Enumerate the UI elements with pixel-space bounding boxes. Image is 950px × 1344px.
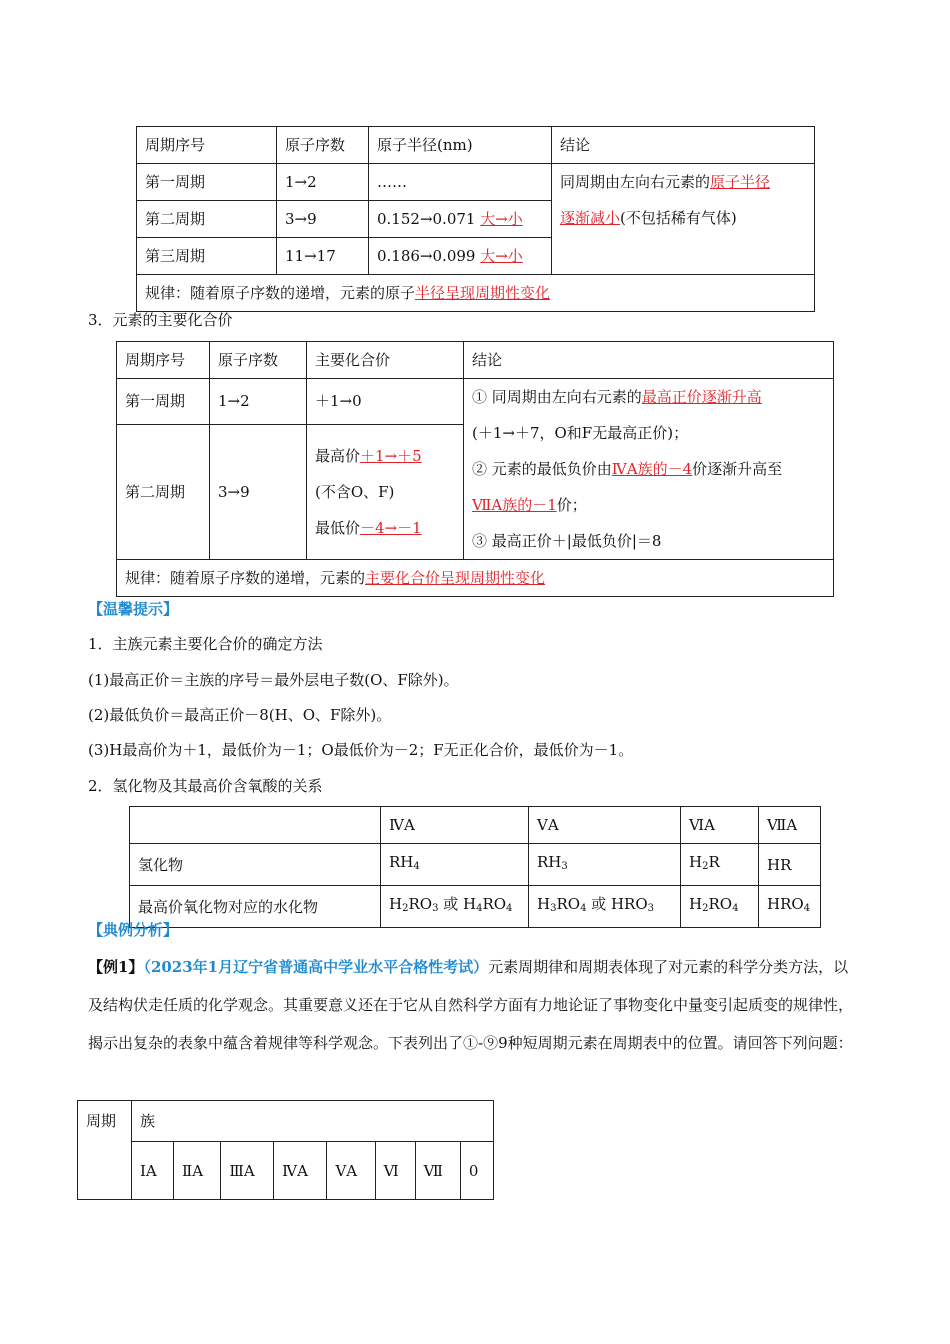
header-radius: 原子半径(nm) xyxy=(369,127,552,164)
header-group: ⅤA xyxy=(529,807,681,844)
group-cell: ⅣA xyxy=(274,1142,327,1200)
conclusion-cell: 同周期由左向右元素的原子半径 逐渐减小(不包括稀有气体) xyxy=(552,164,815,275)
header-conclusion: 结论 xyxy=(464,342,834,379)
radius-cell: 0.186→0.099 大→小 xyxy=(369,238,552,275)
group-cell: ⅡA xyxy=(174,1142,221,1200)
tip-title: 【温馨提示】 xyxy=(88,600,179,618)
tip-line: (2)最低负价＝最高正价－8(H、O、F除外)。 xyxy=(88,706,392,724)
group-cell: 0 xyxy=(460,1142,493,1200)
tip-line: 1．主族元素主要化合价的确定方法 xyxy=(88,635,323,653)
row-label: 最高价氧化物对应的水化物 xyxy=(130,886,381,928)
group-cell: ⅤA xyxy=(327,1142,375,1200)
tip-line: 2．氢化物及其最高价含氧酸的关系 xyxy=(88,777,323,795)
valence-cell: ＋1→0 xyxy=(307,379,464,425)
tip-line: (3)H最高价为＋1，最低价为－1；O最低价为－2；F无正化合价，最低价为－1。 xyxy=(88,741,634,759)
tip-line: (1)最高正价＝主族的序号＝最外层电子数(O、F除外)。 xyxy=(88,671,459,689)
section-heading: 3．元素的主要化合价 xyxy=(88,311,233,329)
group-cell: Ⅵ xyxy=(375,1142,415,1200)
hydride-table xyxy=(129,806,821,928)
acid-cell: $HRO_4$ xyxy=(759,886,821,928)
period-header: 周期 xyxy=(78,1101,132,1200)
group-cell: ⅢA xyxy=(221,1142,274,1200)
number-cell: 3→9 xyxy=(210,424,307,559)
empty-header xyxy=(130,807,381,844)
header-group: ⅥA xyxy=(681,807,759,844)
period-cell: 第二周期 xyxy=(137,201,277,238)
radius-cell: …… xyxy=(369,164,552,201)
number-cell: 11→17 xyxy=(277,238,369,275)
header-atomic-number: 原子序数 xyxy=(210,342,307,379)
conclusion-cell: ① 同周期由左向右元素的最高正价逐渐升高 (＋1→＋7，O和F无最高正价)； ② 元素的最低负价由ⅣA族的－4价逐渐升高至 ⅦA族的－1价； ③ 最高正价＋|最低负价|＝8 xyxy=(464,379,834,560)
row-label: 氢化物 xyxy=(130,844,381,886)
header-conclusion: 结论 xyxy=(552,127,815,164)
header-valence: 主要化合价 xyxy=(307,342,464,379)
number-cell: 1→2 xyxy=(210,379,307,425)
period-cell: 第三周期 xyxy=(137,238,277,275)
hydride-cell: $H_2R$ xyxy=(681,844,759,886)
radius-cell: 0.152→0.071 大→小 xyxy=(369,201,552,238)
group-cell: Ⅶ xyxy=(415,1142,460,1200)
period-cell: 第一周期 xyxy=(117,379,210,425)
group-header: 族 xyxy=(132,1101,494,1142)
hydride-cell: $RH_4$ xyxy=(381,844,529,886)
example-title: 【典例分析】 xyxy=(88,921,179,939)
header-period: 周期序号 xyxy=(137,127,277,164)
example-paragraph: 【例1】（2023年1月辽宁省普通高中学业水平合格性考试）元素周期律和周期表体现了对元素的科学分类方法，以及结构伏走任质的化学观念。其重要意义还在于它从自然科学方面有力地论证了事物变化中量变引起质变的规律性，揭示出复杂的表象中蕴含着规律等科学观念。下表列出了①-⑨9种短周期元素在周期表中的位置。请回答下列问题： xyxy=(88,958,854,1052)
number-cell: 1→2 xyxy=(277,164,369,201)
valence-cell: 最高价＋1→＋5 (不含O、F) 最低价－4→－1 xyxy=(307,424,464,559)
rule-row: 规律：随着原子序数的递增，元素的主要化合价呈现周期性变化 xyxy=(117,560,834,597)
radius-table xyxy=(136,126,815,312)
period-cell: 第二周期 xyxy=(117,424,210,559)
acid-cell: $H_2RO_3$ 或 $H_4RO_4$ xyxy=(381,886,529,928)
header-group: ⅣA xyxy=(381,807,529,844)
hydride-cell: $RH_3$ xyxy=(529,844,681,886)
acid-cell: $H_2RO_4$ xyxy=(681,886,759,928)
header-group: ⅦA xyxy=(759,807,821,844)
hydride-cell: HR xyxy=(759,844,821,886)
header-atomic-number: 原子序数 xyxy=(277,127,369,164)
valence-table xyxy=(116,341,834,597)
group-cell: IA xyxy=(132,1142,174,1200)
header-period: 周期序号 xyxy=(117,342,210,379)
period-cell: 第一周期 xyxy=(137,164,277,201)
number-cell: 3→9 xyxy=(277,201,369,238)
acid-cell: $H_3RO_4$ 或 $HRO_3$ xyxy=(529,886,681,928)
rule-row: 规律：随着原子序数的递增，元素的原子半径呈现周期性变化 xyxy=(137,275,815,312)
periodic-table xyxy=(77,1100,494,1200)
